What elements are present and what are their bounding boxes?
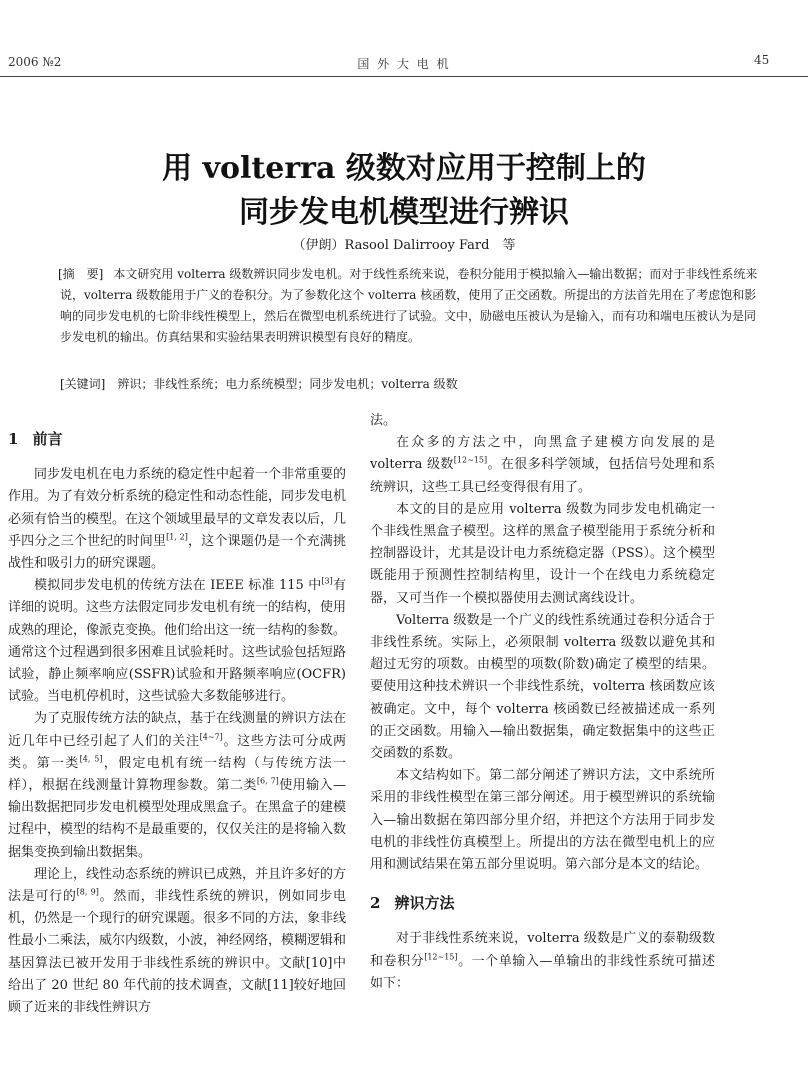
text-run: 有详细的说明。这些方法假定同步发电机有统一的结构，使用成熟的理论，像派克变换。他们给出这一统一结构的参数。通常这个过程遇到很多困难且试验耗时。这些试验包括短路试验，静止频率响应(SSFR)试验和开路频率响应(OCFR)试验。当电机停机时，这些试验大多数能够进行。 [8,578,347,705]
right-column [370,410,715,995]
author-line: （伊朗）Rasool Dalirrooy Fard 等 [292,238,516,253]
paragraph [8,464,346,575]
text-run: ，这个课题仍是一个充满挑战性和吸引力的研究课题。 [8,533,346,572]
text-run: 法。 [370,413,397,428]
text-run: 。然而，非线性系统的辨识，例如同步电机，仍然是一个现行的研究课题。很多不同的方法，象非线性最小二乘法，威尔内级数，小波，神经网络，模糊逻辑和基因算法已被开发用于非线性系统的辨识中。文献[10]中给出了 20 世纪 80 年代前的技术调查，文献[11]较好地回顾了近来的非线性辨识方 [8,889,347,1016]
paragraph [8,864,346,1019]
text-run: 。这些方法可分成两类。第一类 [8,733,346,771]
text-run: 本文的目的是应用 volterra 级数为同步发电机确定一个非线性黑盒子模型。这样的黑盒子模型能用于系统分析和控制器设计，尤其是设计电力系统稳定器（PSS）。这个模型既能用于预测性控制结构里，设计一个在线电力系统稳定器，又可当作一个模拟器使用去测试离线设计。 [370,501,715,606]
text-run: 本文结构如下。第二部分阐述了辨识方法，文中系统所采用的非线性模型在第三部分阐述。用于模型辨识的系统输入—输出数据在第四部分里介绍，并把这个方法用于同步发电机的非线性仿真模型上。所提出的方法在微型电机上的应用和测试结果在第五部分里说明。第六部分是本文的结论。 [370,768,715,873]
text-run: 理论上，线性动态系统的辨识已成熟，并且许多好的方法是可行的 [8,866,347,905]
abstract-text: 本文研究用 volterra 级数辨识同步发电机。对于线性系统来说，卷积分能用于模拟输入—输出数据；而对于非线性系统来说，volterra 级数能用于广义的卷积分。为了参数化这个 volterra 核函数，使用了正交函数。所提出的方法首先用在了考虑饱和影响的同步发电机的七阶非线性模型上，然后在微型电机系统进行了试验。文中，励磁电压被认为是输入，而有功和端电压被认为是同步发电机的输出。仿真结果和实验结果表明辨识模型有良好的精度。 [60,267,758,344]
keywords-text: 辨识；非线性系统；电力系统模型；同步发电机；volterra 级数 [117,377,458,391]
paragraph [370,499,715,610]
citation: [12~15] [453,456,488,466]
citation: [12~15] [424,952,458,962]
citation: [3] [321,576,333,586]
section-2-heading [370,892,715,914]
citation: [6, 7] [256,776,279,786]
paragraph [370,928,715,995]
left-column [8,428,346,1019]
text-run: Volterra 级数是一个广义的线性系统通过卷积分适合于非线性系统。实际上，必须限制 volterra 级数以避免其和超过无穷的项数。由模型的项数(阶数)确定了模型的结果。要使用这种技术辨识一个非线性系统，volterra 核函数应该被确定。文中，每个 volterra 核函数已经被描述成一系列的正交函数。用输入—输出数据集，确定数据集中的这些正交函数的系数。 [370,612,715,762]
text-run: ，假定电机有统一结构（与传统方法一样），根据在线测量计算物理参数。第二类 [8,755,346,794]
text-run: 为了克服传统方法的缺点，基于在线测量的辨识方法在近几年中已经引起了人们的关注 [8,711,347,749]
text-run: 使用输入—输出数据把同步发电机模型处理成黑盒子。在黑盒子的建模过程中，模型的结构不是最重要的，仅仅关注的是将输入数据集变换到输出数据集。 [8,778,347,860]
section-2-number: 2 [370,894,381,913]
section-1-heading [8,428,346,450]
paragraph [8,708,346,863]
citation: [4, 5] [79,754,103,764]
text-run: 同步发电机在电力系统的稳定性中起着一个非常重要的作用。为了有效分析系统的稳定性和动态性能，同步发电机必须有恰当的模型。在这个领域里最早的文章发表以后，几乎四分之三个世纪的时间里 [8,467,347,549]
citation: [8, 9] [76,887,99,897]
paragraph [370,432,715,499]
text-run: 。在很多科学领域，包括信号处理和系统辨识，这些工具已经变得很有用了。 [370,457,715,495]
abstract [60,264,760,348]
keywords-tag: [关键词] [60,377,106,391]
header-rule [0,76,808,77]
abstract-tag: [摘 要] [58,267,104,281]
text-run: 模拟同步发电机的传统方法在 IEEE 标准 115 中 [34,578,322,594]
text-run: 。一个单输入—单输出的非线性系统可描述如下： [370,953,715,991]
header-journal-name: 国 外 大 电 机 [357,57,451,71]
header-journal-issue: 2006 №2 [8,55,62,69]
paragraph [370,410,715,432]
title-line-2: 同步发电机模型进行辨识 [239,195,569,230]
title-line-1: 用 volterra 级数对应用于控制上的 [162,151,646,186]
section-1-number: 1 [8,430,19,448]
keywords [60,375,760,392]
citation: [4~7] [199,732,223,742]
paragraph [370,610,715,765]
paragraph [370,765,715,876]
section-2-title: 辨识方法 [394,894,455,913]
text-run: 对于非线性系统来说，volterra 级数是广义的泰勒级数和卷积分 [370,931,715,969]
paragraph [8,575,346,708]
citation: [1, 2] [166,532,188,542]
section-1-title: 前言 [32,430,63,448]
text-run: 在众多的方法之中，向黑盒子建模方向发展的是 volterra 级数 [370,435,715,473]
header-page-number: 45 [754,53,770,67]
